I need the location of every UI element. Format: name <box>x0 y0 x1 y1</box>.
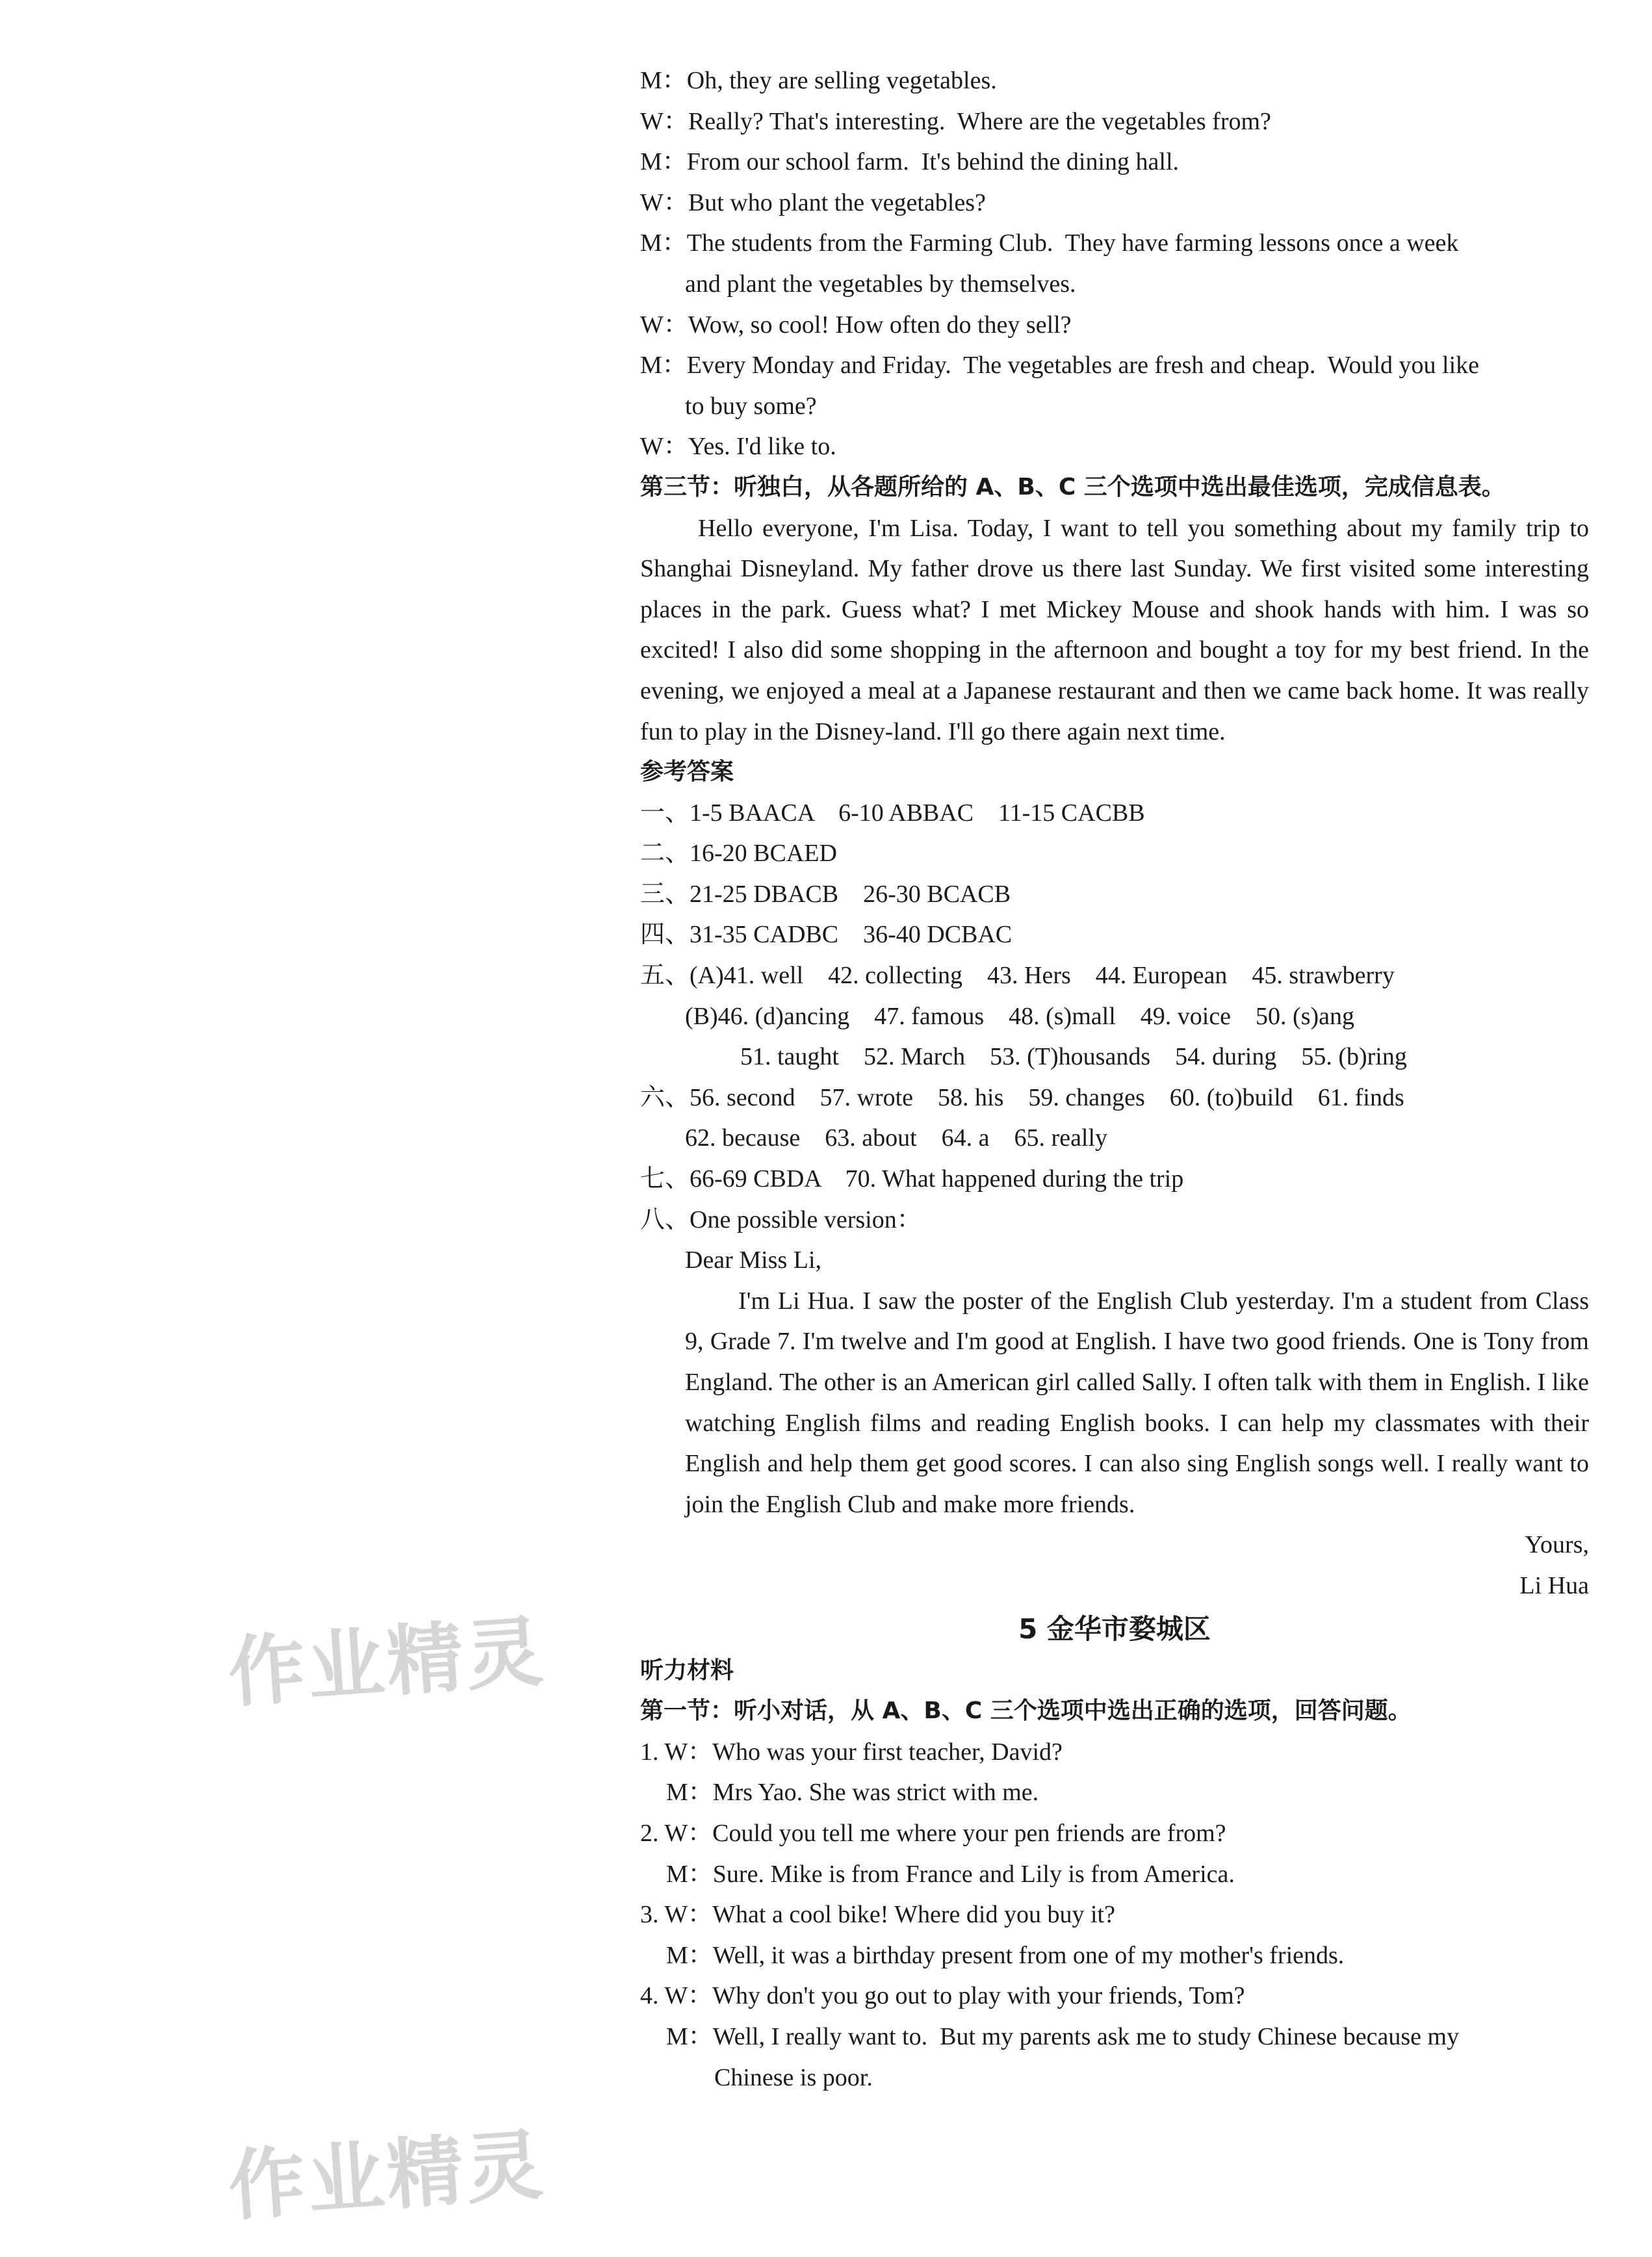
page-content <box>640 60 1589 2098</box>
dialogue-line: and plant the vegetables by themselves. <box>685 270 1076 298</box>
sample-letter <box>640 1240 1589 1606</box>
dialogue-line: to buy some? <box>685 392 817 420</box>
section3-heading: 第三节：听独白，从各题所给的 A、B、C 三个选项中选出最佳选项，完成信息表。 <box>640 473 1505 500</box>
dialogue-line: 3. W：What a cool bike! Where did you buy it? <box>640 1901 1115 1929</box>
dialogue-bottom <box>640 1732 1589 2098</box>
dialogue-line: M：The students from the Farming Club. They have farming lessons once a week <box>640 229 1459 257</box>
dialogue-line: 1. W：Who was your first teacher, David? <box>640 1738 1063 1766</box>
watermark-bottom: 作业精灵 <box>225 2119 549 2232</box>
watermark-top: 作业精灵 <box>225 1606 549 1718</box>
dialogue-line: M：Mrs Yao. She was strict with me. <box>666 1779 1039 1807</box>
answer-line: (B)46. (d)ancing 47. famous 48. (s)mall 49. voice 50. (s)ang <box>685 1002 1355 1030</box>
answer-line: 三、21-25 DBACB 26-30 BCACB <box>640 880 1011 908</box>
dialogue-line: M：Well, I really want to. But my parents ask me to study Chinese because my <box>666 2022 1460 2050</box>
dialogue-line: M：Sure. Mike is from France and Lily is from America. <box>666 1860 1235 1888</box>
letter-greeting: Dear Miss Li, <box>685 1246 822 1274</box>
dialogue-line: Chinese is poor. <box>714 2063 873 2091</box>
answer-line: 四、31-35 CADBC 36-40 DCBAC <box>640 921 1013 949</box>
dialogue-line: W：Really? That's interesting. Where are the vegetables from? <box>640 107 1271 135</box>
answers-heading: 参考答案 <box>640 758 734 786</box>
letter-signature: Li Hua <box>1519 1571 1589 1599</box>
dialogue-line: W：Wow, so cool! How often do they sell? <box>640 311 1072 339</box>
answer-line: 六、56. second 57. wrote 58. his 59. changes 60. (to)build 61. finds <box>640 1083 1404 1111</box>
answer-line: 五、(A)41. well 42. collecting 43. Hers 44. European 45. strawberry <box>640 962 1395 990</box>
dialogue-line: W：Yes. I'd like to. <box>640 433 836 461</box>
dialogue-line: M：From our school farm. It's behind the dining hall. <box>640 148 1180 176</box>
dialogue-line: M：Well, it was a birthday present from one of my mother's friends. <box>666 1941 1345 1969</box>
section1-heading: 第一节：听小对话，从 A、B、C 三个选项中选出正确的选项，回答问题。 <box>640 1697 1412 1725</box>
answers-list <box>640 793 1589 1241</box>
letter-body: I'm Li Hua. I saw the poster of the English Club yesterday. I'm a student from Class 9, Grade 7. I'm twelve and I'm good at English. I have two good friends. One is Tony from England. The other is an American girl called Sally. I often talk with them in English. I like watching English films and reading English books. I can help my classmates with their English and help them get good scores. I can also sing English songs well. I really want to join the English Club and make more friends. <box>685 1287 1589 1518</box>
letter-closing: Yours, <box>1525 1531 1589 1559</box>
dialogue-line: W：But who plant the vegetables? <box>640 188 986 216</box>
answer-line: 一、1-5 BAACA 6-10 ABBAC 11-15 CACBB <box>640 799 1145 827</box>
section-title: 5 金华市婺城区 <box>1018 1612 1211 1645</box>
dialogue-top <box>640 60 1589 467</box>
monologue-paragraph: Hello everyone, I'm Lisa. Today, I want to tell you something about my family trip to Shanghai Disneyland. My father drove us there last Sunday. We first visited some interesting places in the park. Guess what? I met Mickey Mouse and shook hands with him. I was so excited! I also did some shopping in the afternoon and bought a toy for my best friend. In the evening, we enjoyed a meal at a Japanese restaurant and then we came back home. It was really fun to play in the Disney-land. I'll go there again next time. <box>640 514 1589 745</box>
answer-line: 七、66-69 CBDA 70. What happened during the trip <box>640 1165 1184 1193</box>
dialogue-line: M：Every Monday and Friday. The vegetables are fresh and cheap. Would you like <box>640 352 1480 380</box>
listening-heading: 听力材料 <box>640 1657 734 1684</box>
dialogue-line: 4. W：Why don't you go out to play with your friends, Tom? <box>640 1982 1245 2010</box>
answer-line: 八、One possible version： <box>640 1206 922 1233</box>
answer-line: 62. because 63. about 64. a 65. really <box>685 1124 1108 1152</box>
dialogue-line: M：Oh, they are selling vegetables. <box>640 67 997 94</box>
answer-line: 二、16-20 BCAED <box>640 840 837 868</box>
answer-line: 51. taught 52. March 53. (T)housands 54. during 55. (b)ring <box>740 1043 1407 1071</box>
dialogue-line: 2. W：Could you tell me where your pen friends are from? <box>640 1819 1226 1847</box>
